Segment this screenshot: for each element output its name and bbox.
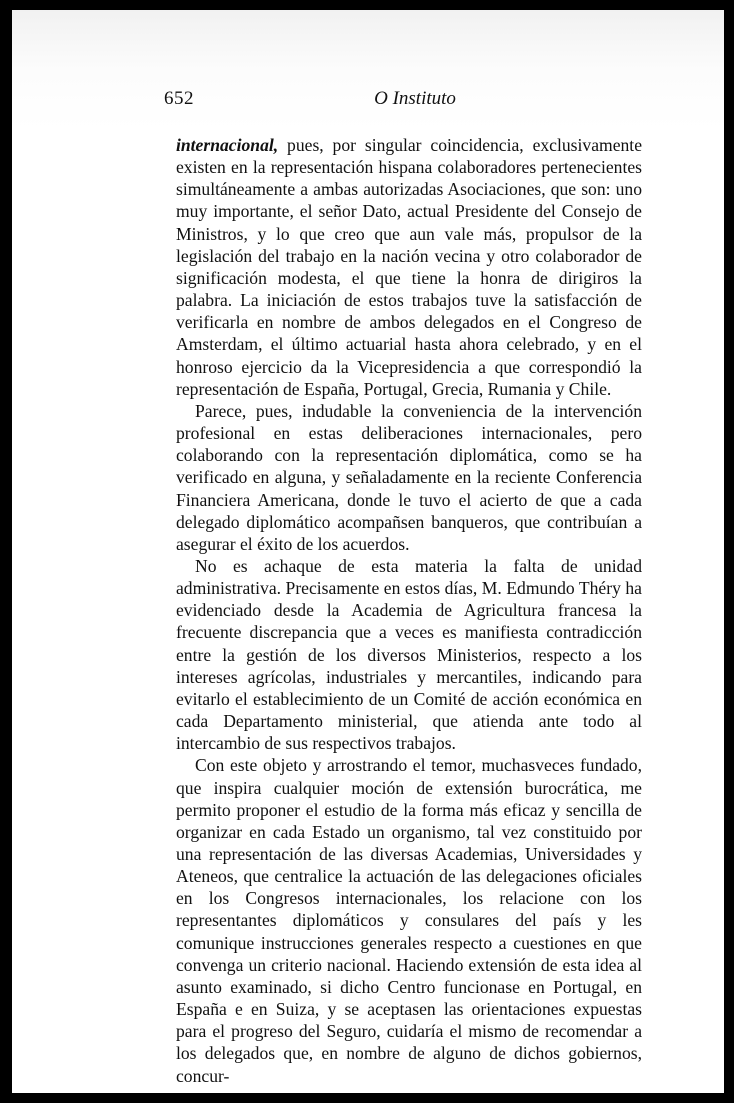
paragraph-1-lead: internacional, <box>176 135 279 155</box>
paragraph-2: Parece, pues, indudable la conveniencia de la intervención profesional en estas deliberaciones internacionales, pero colaborando con la representación diplomática, como se ha verificado en alguna, y señaladamente en la reciente Conferencia Financiera Americana, donde le tuvo el acierto de que a cada delegado diplomático acompañsen banqueros, que contribuían a asegurar el éxito de los acuerdos. <box>176 400 642 554</box>
paragraph-4: Con este objeto y arrostrando el temor, muchasveces fundado, que inspira cualquier moción de extensión burocrática, me permito proponer el estudio de la forma más eficaz y sencilla de organizar en cada Estado un organismo, tal vez constituido por una representación de las diversas Academias, Universidades y Ateneos, que centralice la actuación de las delegaciones oficiales en los Congresos internacionales, los relacione con los representantes diplomáticos y consulares del país y les comunique instrucciones generales respecto a cuestiones en que convenga un criterio nacional. Haciendo extensión de esta idea al asunto examinado, si dicho Centro funcionase en Portugal, en España e en Suiza, y se aceptasen las orientaciones expuestas para el progreso del Seguro, cuidaría el mismo de recomendar a los delegados que, en nombre de alguno de dichos gobiernos, concur- <box>176 755 642 1086</box>
paragraph-3: No es achaque de esta materia la falta de unidad administrativa. Precisamente en estos días, M. Edmundo Théry ha evidenciado desde la Academia de Agricultura francesa la frecuente discrepancia que a veces es manifiesta contradicción entre la gestión de los diversos Ministerios, respecto a los intereses agrícolas, industriales y mercantiles, indicando para evitarlo el establecimiento de un Comité de acción económica en cada Departamento ministerial, que atienda ante todo al intercambio de sus respectivos trabajos. <box>176 555 642 754</box>
page-header <box>164 88 666 118</box>
running-title: O Instituto <box>374 88 456 109</box>
paragraph-1-rest: pues, por singular coincidencia, exclusivamente existen en la representación hispana colaboradores pertenecientes simultáneamente a ambas autorizadas Asociaciones, que son: uno muy importante, el señor Dato, actual Presidente del Consejo de Ministros, y lo que creo que aun vale más, propulsor de la legislación del trabajo en la nación vecina y otro colaborador de significación modesta, el que tiene la honra de dirigiros la palabra. La iniciación de estos trabajos tuve la satisfacción de verificarla en nombre de ambos delegados en el Congreso de Amsterdam, el último actuarial hasta ahora celebrado, y en el honroso ejercicio da la Vicepresidencia a que correspondió la representación de España, Portugal, Grecia, Rumania y Chile. <box>176 135 642 399</box>
body-text <box>176 134 642 1087</box>
paragraph-1 <box>176 134 642 400</box>
page-number: 652 <box>164 88 194 109</box>
book-page <box>12 10 724 1093</box>
